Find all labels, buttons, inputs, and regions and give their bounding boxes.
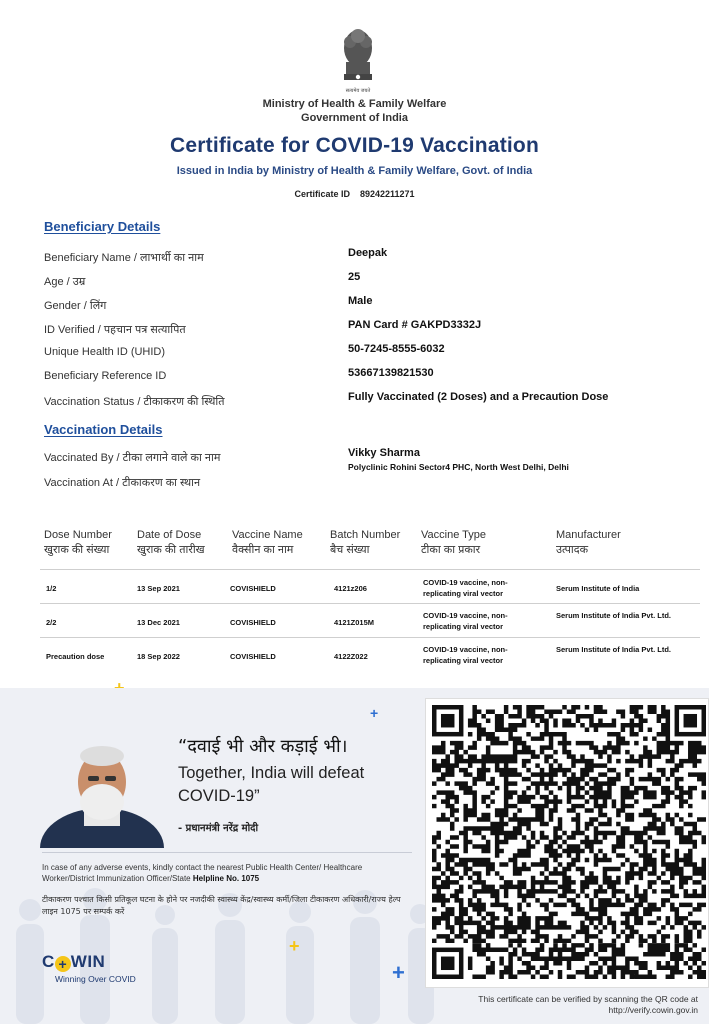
dose-date-cell: 13 Dec 2021 (137, 618, 180, 627)
qr-finder-pattern (432, 705, 463, 736)
vaccine-name-cell: COVISHIELD (230, 652, 276, 661)
col-header-en: Batch Number (330, 529, 401, 541)
certificate-id-label: Certificate ID (294, 189, 350, 199)
col-header-manufacturer (556, 528, 621, 558)
vaccinated-at-label: Vaccination At / टीकाकरण का स्थान (44, 477, 201, 489)
qr-finder-pattern (432, 948, 463, 979)
helpline-english (42, 862, 402, 884)
col-header-en: Manufacturer (556, 529, 621, 541)
qr-modules (432, 705, 706, 979)
vaccinated-by-label: Vaccinated By / टीका लगाने वाले का नाम (44, 452, 221, 464)
cowin-logo-suffix: WIN (70, 952, 106, 971)
col-header-en: Dose Number (44, 529, 112, 541)
vaccination-status-value: Fully Vaccinated (2 Doses) and a Precaution Dose (348, 391, 609, 403)
verify-note: This certificate can be verified by scanning the QR code at http://verify.cowin.gov.in (478, 994, 698, 1015)
issued-by: Issued in India by Ministry of Health & Family Welfare, Govt. of India (176, 165, 533, 177)
cowin-logo-prefix: C (42, 952, 55, 971)
col-header-hi: टीका का प्रकार (421, 544, 481, 556)
col-header-vaccine-type (421, 528, 486, 558)
vaccination-status-label: Vaccination Status / टीकाकरण की स्थिति (44, 396, 225, 408)
col-header-en: Date of Dose (137, 529, 202, 541)
helpline-divider (42, 852, 412, 853)
batch-number-cell: 4122Z022 (334, 652, 368, 661)
manufacturer-cell: Serum Institute of India Pvt. Ltd. (556, 611, 672, 620)
cowin-plus-icon: + (55, 956, 71, 972)
col-header-en: Vaccine Type (421, 529, 487, 541)
col-header-hi: खुराक की तारीख (137, 544, 205, 556)
uhid-value: 50-7245-8555-6032 (348, 343, 445, 355)
table-divider (40, 569, 700, 570)
dose-number-cell: Precaution dose (46, 652, 105, 661)
plus-decoration-icon: + (370, 705, 379, 721)
verification-qr-code (432, 705, 706, 979)
uhid-label: Unique Health ID (UHID) (44, 346, 166, 358)
batch-number-cell: 4121z206 (334, 584, 367, 593)
government-name: Government of India (301, 112, 408, 124)
table-divider (40, 637, 700, 638)
certificate-id-value: 89242211271 (359, 189, 415, 199)
ministry-name: Ministry of Health & Family Welfare (262, 98, 447, 110)
dose-number-cell: 1/2 (46, 584, 57, 593)
id-verified-label: ID Verified / पहचान पत्र सत्यापित (44, 324, 186, 336)
batch-number-cell: 4121Z015M (334, 618, 375, 627)
col-header-en: Vaccine Name (232, 529, 303, 541)
vaccination-section-title: Vaccination Details (44, 422, 163, 437)
col-header-date (137, 528, 205, 558)
cowin-logo (42, 952, 105, 972)
vaccine-type-cell: COVID-19 vaccine, non-replicating viral vector (423, 645, 508, 665)
dose-date-cell: 18 Sep 2022 (137, 652, 180, 661)
vaccine-name-cell: COVISHIELD (230, 618, 276, 627)
age-label: Age / उम्र (44, 276, 86, 288)
helpline-text: In case of any adverse events, kindly contact the nearest Public Health Center/ Healthcare Worker/District Immunization Officer/State (42, 863, 363, 883)
beneficiary-section-title: Beneficiary Details (44, 219, 161, 234)
vaccine-type-cell: COVID-19 vaccine, non-replicating viral vector (423, 611, 508, 631)
dose-date-cell: 13 Sep 2021 (137, 584, 180, 593)
manufacturer-cell: Serum Institute of India (556, 584, 640, 593)
vaccinated-at-value: Polyclinic Rohini Sector4 PHC, North West Delhi, Delhi (348, 462, 569, 472)
quote-attribution: - प्रधानमंत्री नरेंद्र मोदी (178, 823, 259, 834)
national-emblem-icon (330, 24, 386, 96)
col-header-hi: बैच संख्या (330, 544, 370, 556)
emblem-motto: सत्यमेव जयते (345, 88, 371, 94)
manufacturer-cell: Serum Institute of India Pvt. Ltd. (556, 645, 672, 654)
helpline-number: Helpline No. 1075 (192, 874, 260, 883)
col-header-vaccine-name (232, 528, 303, 558)
dose-number-cell: 2/2 (46, 618, 57, 627)
reference-id-label: Beneficiary Reference ID (44, 370, 167, 382)
reference-id-value: 53667139821530 (348, 367, 434, 379)
certificate-id (0, 189, 709, 199)
table-divider (40, 603, 700, 604)
gender-value: Male (348, 295, 373, 307)
helpline-hindi: टीकाकरण पश्चात किसी प्रतिकूल घटना के होने पर नजदीकी स्वास्थ्य केंद्र/स्वास्थ्य कर्मी/जिला टीकाकरण अधिकारी/राज्य हेल्प लाइन 1075 पर सम्पर्क करें (42, 895, 401, 916)
gender-label: Gender / लिंग (44, 300, 107, 312)
col-header-batch (330, 528, 400, 558)
col-header-dose-number (44, 528, 112, 558)
col-header-hi: खुराक की संख्या (44, 544, 110, 556)
vaccinated-by-value: Vikky Sharma (348, 447, 420, 459)
certificate-title: Certificate for COVID-19 Vaccination (170, 134, 539, 157)
vaccine-type-cell: COVID-19 vaccine, non-replicating viral vector (423, 578, 508, 598)
plus-decoration-icon: + (289, 936, 300, 956)
prime-minister-photo (40, 730, 164, 848)
cowin-tagline: Winning Over COVID (55, 974, 136, 984)
qr-finder-pattern (675, 705, 706, 736)
quote-english: Together, India will defeat COVID-19” (178, 764, 365, 805)
quote-hindi: “दवाई भी और कड़ाई भी। (178, 736, 348, 757)
col-header-hi: वैक्सीन का नाम (232, 544, 294, 556)
plus-decoration-icon: + (392, 960, 405, 985)
age-value: 25 (348, 271, 361, 283)
col-header-hi: उत्पादक (556, 544, 589, 556)
vaccine-name-cell: COVISHIELD (230, 584, 276, 593)
beneficiary-name-value: Deepak (348, 247, 388, 259)
id-verified-value: PAN Card # GAKPD3332J (348, 319, 482, 331)
beneficiary-name-label: Beneficiary Name / लाभार्थी का नाम (44, 252, 204, 264)
